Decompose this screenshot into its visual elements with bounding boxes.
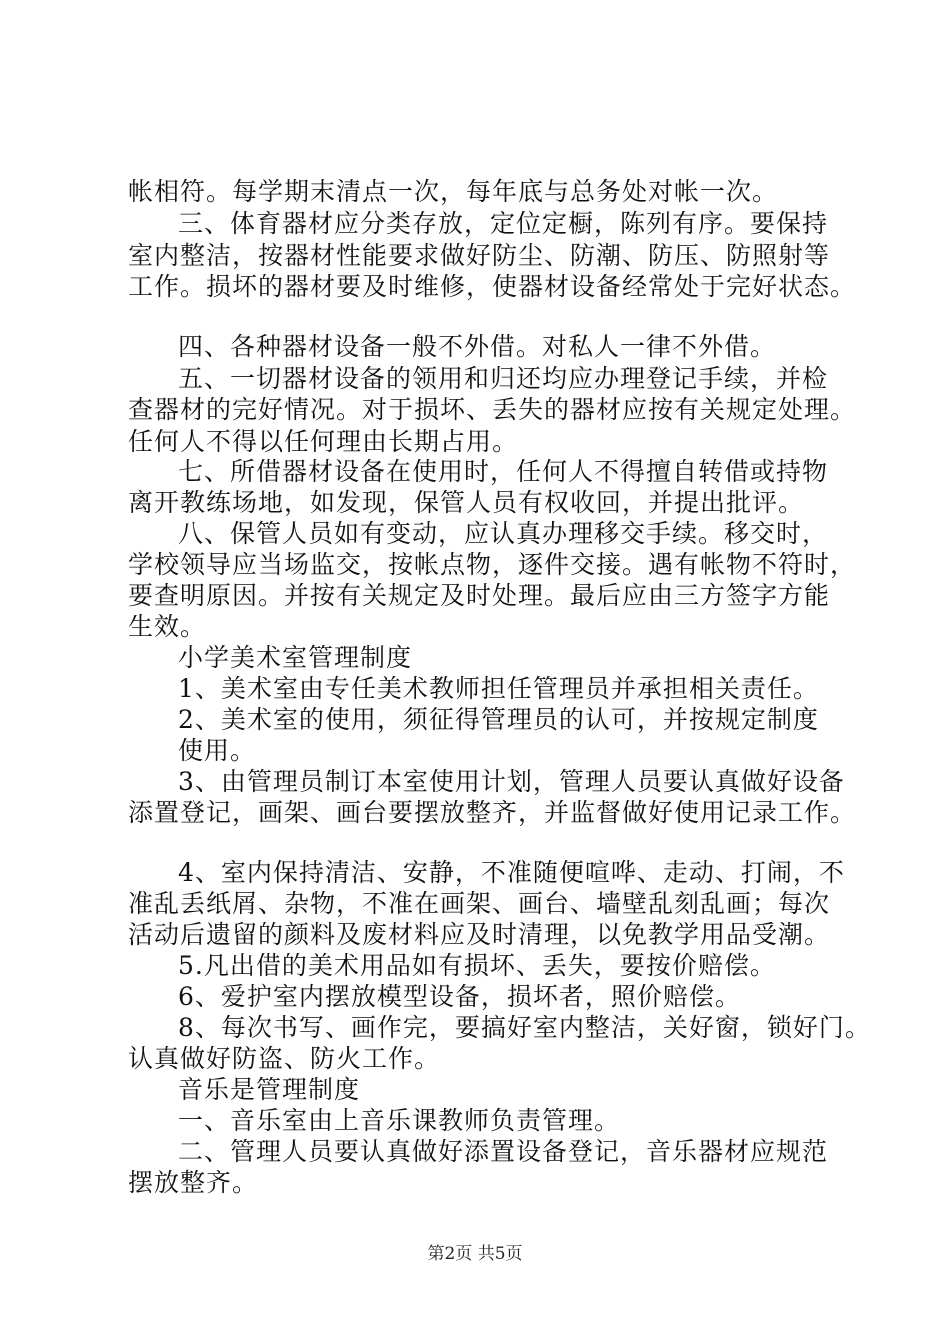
- section-title: 音乐是管理制度: [178, 1075, 361, 1104]
- text-line: 6、爱护室内摆放模型设备，损坏者，照价赔偿。: [178, 982, 741, 1011]
- text-line: 五、一切器材设备的领用和归还均应办理登记手续，并检: [178, 364, 829, 393]
- text-line: 工作。损坏的器材要及时维修，使器材设备经常处于完好状态。: [128, 272, 857, 301]
- text-line: 帐相符。每学期末清点一次，每年底与总务处对帐一次。: [128, 177, 779, 206]
- page-number-footer: 第2页 共5页: [427, 1244, 523, 1264]
- text-line: 2、美术室的使用，须征得管理员的认可，并按规定制度: [178, 705, 819, 734]
- text-line: 8、每次书写、画作完，要搞好室内整洁，关好窗，锁好门。: [178, 1013, 871, 1042]
- text-line: 添置登记，画架、画台要摆放整齐，并监督做好使用记录工作。: [128, 798, 857, 827]
- text-line: 室内整洁，按器材性能要求做好防尘、防潮、防压、防照射等: [128, 241, 831, 270]
- text-line: 学校领导应当场监交，按帐点物，逐件交接。遇有帐物不符时，: [128, 550, 857, 579]
- text-line: 认真做好防盗、防火工作。: [128, 1044, 441, 1073]
- text-line: 摆放整齐。: [128, 1168, 259, 1197]
- text-line: 4、室内保持清洁、安静，不准随便喧哗、走动、打闹，不: [178, 858, 845, 887]
- text-line: 八、保管人员如有变动，应认真办理移交手续。移交时，: [178, 519, 829, 548]
- text-line: 3、由管理员制订本室使用计划，管理人员要认真做好设备: [178, 767, 845, 796]
- text-line: 使用。: [178, 736, 257, 765]
- text-line: 活动后遗留的颜料及废材料应及时清理，以免教学用品受潮。: [128, 920, 831, 949]
- text-line: 准乱丢纸屑、杂物，不准在画架、画台、墙壁乱刻乱画；每次: [128, 889, 831, 918]
- text-line: 离开教练场地，如发现，保管人员有权收回，并提出批评。: [128, 488, 805, 517]
- section-title: 小学美术室管理制度: [178, 643, 413, 672]
- text-line: 四、各种器材设备一般不外借。对私人一律不外借。: [178, 332, 777, 361]
- text-line: 三、体育器材应分类存放，定位定橱，陈列有序。要保持: [178, 209, 829, 238]
- text-line: 要查明原因。并按有关规定及时处理。最后应由三方签字方能: [128, 581, 831, 610]
- text-line: 七、所借器材设备在使用时，任何人不得擅自转借或持物: [178, 457, 829, 486]
- text-line: 查器材的完好情况。对于损坏、丢失的器材应按有关规定处理。: [128, 395, 857, 424]
- text-line: 1、美术室由专任美术教师担任管理员并承担相关责任。: [178, 674, 819, 703]
- text-line: 二、管理人员要认真做好添置设备登记，音乐器材应规范: [178, 1137, 829, 1166]
- text-line: 任何人不得以任何理由长期占用。: [128, 427, 519, 456]
- text-line: 生效。: [128, 612, 207, 641]
- text-line: 一、音乐室由上音乐课教师负责管理。: [178, 1106, 621, 1135]
- text-line: 5.凡出借的美术用品如有损坏、丢失，要按价赔偿。: [178, 951, 776, 980]
